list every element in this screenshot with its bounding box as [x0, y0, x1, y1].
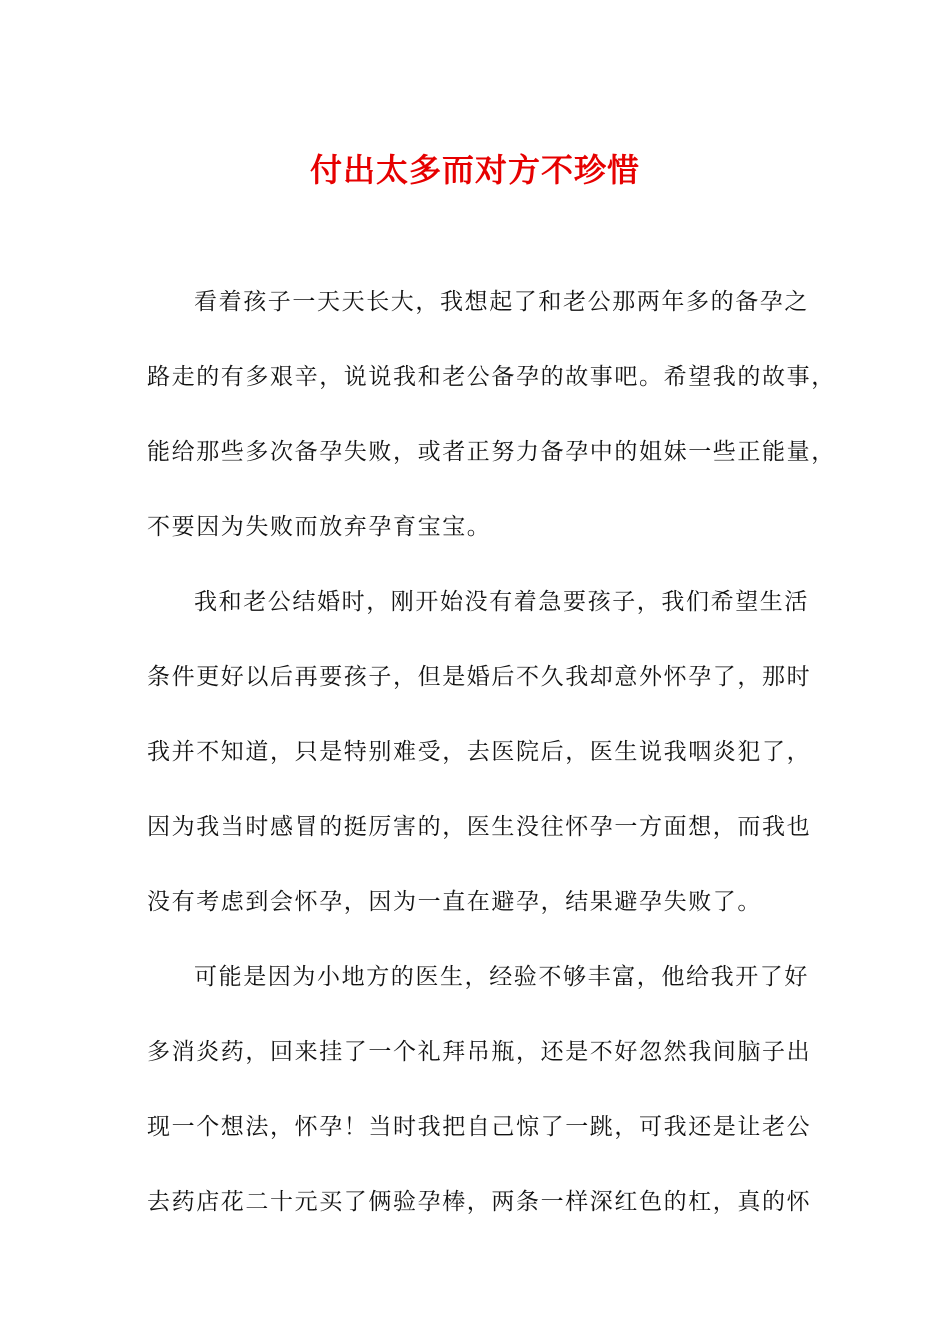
- text-line: 能给那些多次备孕失败，或者正努力备孕中的姐妹一些正能量，: [147, 439, 836, 465]
- text-line: 路走的有多艰辛，说说我和老公备孕的故事吧。希望我的故事，: [147, 364, 836, 390]
- text-line: 我并不知道，只是特别难受，去医院后，医生说我咽炎犯了，: [147, 739, 812, 765]
- text-line: 没有考虑到会怀孕，因为一直在避孕，结果避孕失败了。: [147, 889, 762, 915]
- text-line: 去药店花二十元买了俩验孕棒，两条一样深红色的杠，真的怀: [147, 1189, 812, 1215]
- paragraph-1: [147, 280, 836, 580]
- paragraph-2: [147, 580, 812, 955]
- text-line: 多消炎药，回来挂了一个礼拜吊瓶，还是不好忽然我间脑子出: [147, 1039, 812, 1065]
- text-line: 看着孩子一天天长大，我想起了和老公那两年多的备孕之: [194, 289, 809, 315]
- document-title: 付出太多而对方不珍惜: [309, 151, 640, 189]
- paragraph-3: [147, 955, 812, 1255]
- document-body: [147, 280, 836, 1255]
- text-line: 不要因为失败而放弃孕育宝宝。: [147, 514, 492, 540]
- text-line: 可能是因为小地方的医生，经验不够丰富，他给我开了好: [194, 964, 809, 990]
- text-line: 我和老公结婚时，刚开始没有着急要孩子，我们希望生活: [194, 589, 809, 615]
- text-line: 现一个想法，怀孕！当时我把自己惊了一跳，可我还是让老公: [147, 1114, 812, 1140]
- text-line: 条件更好以后再要孩子，但是婚后不久我却意外怀孕了，那时: [147, 664, 812, 690]
- text-line: 因为我当时感冒的挺厉害的，医生没往怀孕一方面想，而我也: [147, 814, 812, 840]
